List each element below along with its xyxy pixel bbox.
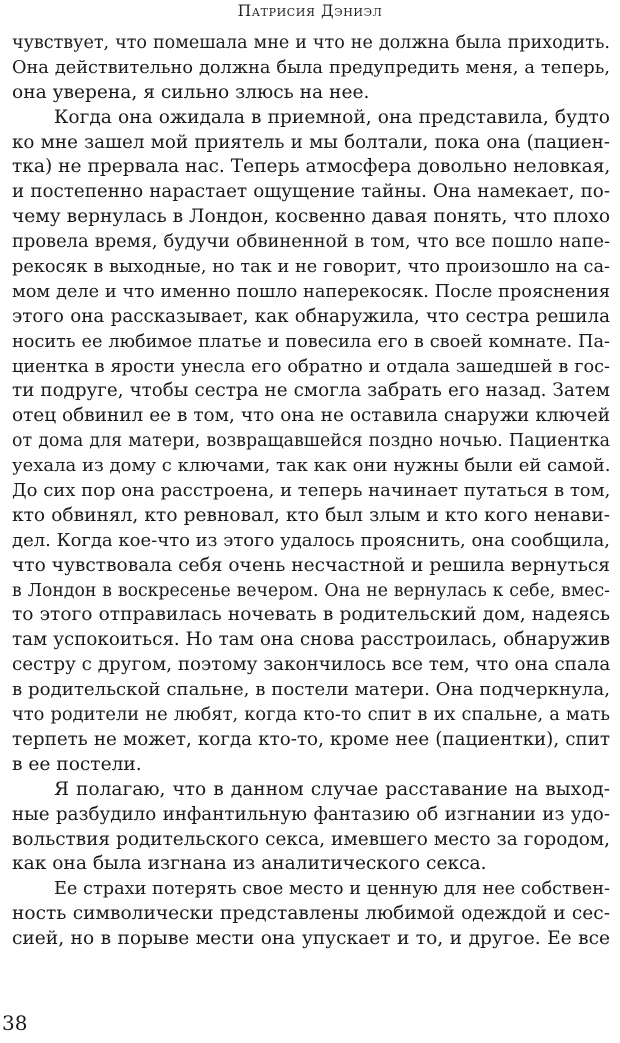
text-line: что чувствовала себя очень несчастной и решила вернуться [12, 554, 611, 576]
text-line: Ее страхи потерять свое место и ценную для нее собствен- [54, 879, 610, 900]
text-line: носить ее любимое платье и повесила его в своей комнате. Па- [12, 331, 610, 352]
text-line: провела время, будучи обвиненной в том, что все пошло напе- [12, 231, 610, 253]
text-line: До сих пор она расстроена, и теперь начинает путаться в том, [12, 480, 611, 502]
text-line: она уверена, я сильно злюсь на нее. [12, 81, 370, 103]
text-line: то этого отправилась ночевать в родительский дом, надеясь [12, 604, 610, 626]
text-line: ные разбудило инфантильную фантазию об изгнании из удо- [12, 803, 610, 825]
text-line: ность символически представлены любимой одеждой и сес- [12, 903, 610, 925]
text-line: и постепенно нарастает ощущение тайны. Она намекает, по- [12, 181, 610, 203]
text-line: сией, но в порыве мести она упускает и то, и другое. Ее все [12, 928, 610, 950]
text-line: дел. Когда кое-что из этого удалось прояснить, она сообщила, [12, 529, 610, 551]
text-line: сестру с другом, поэтому закончилось все тем, что она спала [12, 654, 611, 676]
text-line: что родители не любят, когда кто-то спит в их спальне, а мать [12, 704, 610, 726]
text-line: мом деле и что именно пошло наперекосяк. После прояснения [12, 281, 610, 302]
text-line: ко мне зашел мой приятель и мы болтали, пока она (пациен- [12, 131, 610, 153]
text-line: уехала из дому с ключами, так как они нужны были ей самой. [12, 455, 611, 477]
text-line: тка) не прервала нас. Теперь атмосфера довольно неловкая, [12, 156, 611, 178]
text-line: ти подруге, чтобы сестра не смогла забрать его назад. Затем [12, 380, 610, 402]
text-line: кто обвинял, кто ревновал, кто был злым и кто кого ненави- [12, 504, 610, 526]
text-line: чувствует, что помешала мне и что не должна была приходить. [12, 33, 610, 53]
text-line: в родительской спальне, в постели матери. Она подчеркнула, [12, 679, 610, 701]
text-line: Я полагаю, что в данном случае расставание на выход- [54, 778, 610, 800]
text-line: вольствия родительского секса, имевшего место за городом, [12, 828, 610, 850]
text-line: Она действительно должна была предупредить меня, а теперь, [12, 57, 610, 78]
page-number: 38 [2, 1011, 28, 1035]
running-head: Патрисия Дэниэл [237, 2, 383, 20]
text-line: там успокоиться. Но там она снова расстроилась, обнаружив [12, 629, 610, 651]
text-line: в ее постели. [12, 753, 142, 775]
body-text [12, 31, 610, 952]
text-line: этого она рассказывает, как обнаружила, что сестра решила [12, 305, 610, 327]
text-line: рекосяк в выходные, но так и не говорит, что произошло на са- [12, 257, 610, 278]
text-line: терпеть не может, когда кто-то, кроме нее (пациентки), спит [12, 728, 610, 750]
text-line: чему вернулась в Лондон, косвенно давая понять, что плохо [12, 206, 611, 228]
text-line: Когда она ожидала в приемной, она представила, будто [54, 106, 610, 128]
text-line: в Лондон в воскресенье вечером. Она не вернулась к себе, вмес- [12, 580, 610, 601]
text-line: как она была изгнана из аналитического секса. [12, 853, 487, 875]
text-line: циентка в ярости унесла его обратно и отдала зашедшей в гос- [12, 356, 610, 377]
text-line: от дома для матери, возвращавшейся поздно ночью. Пациентка [12, 431, 610, 452]
text-line: отец обвинил ее в том, что она не оставила снаружи ключей [12, 405, 610, 427]
